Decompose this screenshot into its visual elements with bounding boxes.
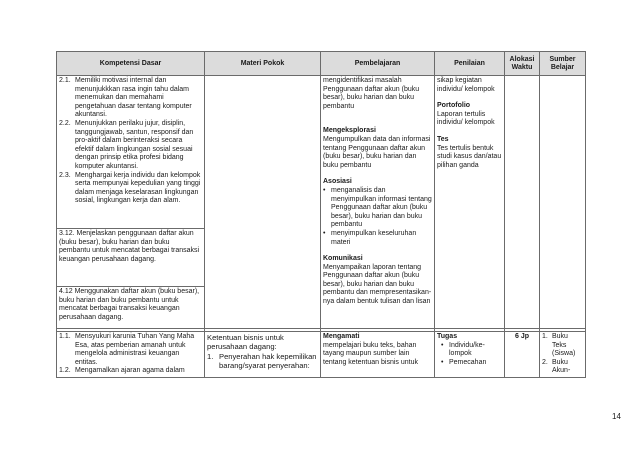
alokasi-cell bbox=[505, 76, 540, 329]
table-row bbox=[57, 76, 586, 329]
tes-text: Tes tertulis bentuk studi kasus dan/atau pilihan ganda bbox=[437, 144, 502, 169]
komunikasi-title: Komunikasi bbox=[323, 255, 363, 263]
header-pembelajaran: Pembelajaran bbox=[321, 52, 435, 76]
kd-cell bbox=[57, 76, 205, 329]
mengamati-text: mempelajari buku teks, bahan tayang maupun sumber lain tentang ketentuan bisnis untuk bbox=[323, 341, 418, 366]
pembelajaran-cell bbox=[321, 76, 435, 329]
page-number: 14 bbox=[612, 412, 621, 421]
komunikasi-text: Menyampaikan laporan tentang Penggunaan daftar akun (buku besar), buku harian dan buku pembantu dan mempresentasikan-nya dalam bentuk tulisan dan lisan bbox=[323, 263, 432, 306]
kd-312: 3.12. Menjelaskan penggunaan daftar akun (buku besar), buku harian dan buku pembantu untuk mencatat berbagai transaksi keuangan perusahaan dagang. bbox=[57, 228, 204, 286]
tes-title: Tes bbox=[437, 135, 449, 143]
penilaian-cell bbox=[435, 332, 505, 378]
materi-intro: Ketentuan bisnis untuk perusahaan dagang: bbox=[207, 333, 284, 352]
header-alokasi: Alokasi Waktu bbox=[505, 52, 540, 76]
eksplorasi-text: Mengumpulkan data dan informasi tentang Penggunaan daftar akun (buku besar), buku harian dan buku pembantu bbox=[323, 135, 431, 169]
kd-item: 1.2. Mengamalkan ajaran agama dalam bbox=[59, 367, 185, 375]
list-item: • menganalisis dan menyimpulkan informasi tentang Penggunaan daftar akun (buku besar), buku harian dan buku pembantu bbox=[323, 186, 432, 229]
materi-cell bbox=[205, 76, 321, 329]
eksplorasi-title: Mengeksplorasi bbox=[323, 127, 376, 135]
syllabus-table bbox=[56, 51, 586, 378]
kd-item: 2.1. Memiliki motivasi internal dan menunjukkkan rasa ingin tahu dalam menemukan dan memahami pengetahuan dasar tentang komputer akuntansi. bbox=[59, 77, 192, 119]
kd-top-block bbox=[57, 76, 204, 228]
sumber-item: 1. Buku Teks (Siswa) bbox=[542, 333, 576, 358]
list-item: • Pemecahan bbox=[441, 358, 487, 366]
kd-412: 4.12 Menggunakan daftar akun (buku besar), buku harian dan buku pembantu untuk mencatat berbagai transaksi keuangan perusahaan dagang. bbox=[57, 286, 204, 328]
header-materi: Materi Pokok bbox=[205, 52, 321, 76]
kd-cell bbox=[57, 332, 205, 378]
mengamati-title: Mengamati bbox=[323, 333, 360, 340]
pembelajaran-intro: mengidentifikasi masalah Penggunaan daftar akun (buku besar), buku harian dan buku pembantu bbox=[323, 77, 420, 110]
table-row bbox=[57, 332, 586, 378]
header-sumber: Sumber Belajar bbox=[540, 52, 586, 76]
sumber-item: 2. Buku Akun- bbox=[542, 358, 571, 375]
sumber-cell bbox=[540, 332, 586, 378]
pembelajaran-cell bbox=[321, 332, 435, 378]
tugas-title: Tugas bbox=[437, 333, 458, 340]
materi-item: 1. Penyerahan hak kepemilikan barang/syarat penyerahan: bbox=[207, 351, 317, 371]
list-item: • menyimpulkan keseluruhan materi bbox=[323, 229, 417, 246]
portofolio-title: Portofolio bbox=[437, 102, 471, 110]
list-item: • Individu/ke-lompok bbox=[441, 341, 485, 358]
header-penilaian: Penilaian bbox=[435, 52, 505, 76]
kd-item: 1.1. Mensyukuri karunia Tuhan Yang Maha Esa, atas pemberian amanah untuk mengelola administrasi keuangan entitas. bbox=[59, 333, 195, 366]
kd-item: 2.3. Menghargai kerja individu dan kelompok serta mempunyai kepedulian yang tinggi dalam menjaga keselarasan lingkungan sosial, lingkungan kerja dan alam. bbox=[59, 171, 201, 205]
materi-cell bbox=[205, 332, 321, 378]
kd-item: 2.2. Menunjukkan perilaku jujur, disiplin, tanggungjawab, santun, responsif dan pro-aktif dalam berinteraksi secara efektif dalam lingkungan sosial sesuai dengan prinsip etika profesi bidang komputer akuntansi. bbox=[59, 119, 194, 170]
header-row bbox=[57, 52, 586, 76]
alokasi-value: 6 Jp bbox=[505, 332, 540, 378]
penilaian-cell bbox=[435, 76, 505, 329]
penilaian-intro: sikap kegiatan individu/ kelompok bbox=[437, 77, 495, 93]
portofolio-text: Laporan tertulis individu/ kelompok bbox=[437, 110, 495, 127]
header-kd: Kompetensi Dasar bbox=[57, 52, 205, 76]
sumber-cell bbox=[540, 76, 586, 329]
asosiasi-title: Asosiasi bbox=[323, 178, 352, 186]
